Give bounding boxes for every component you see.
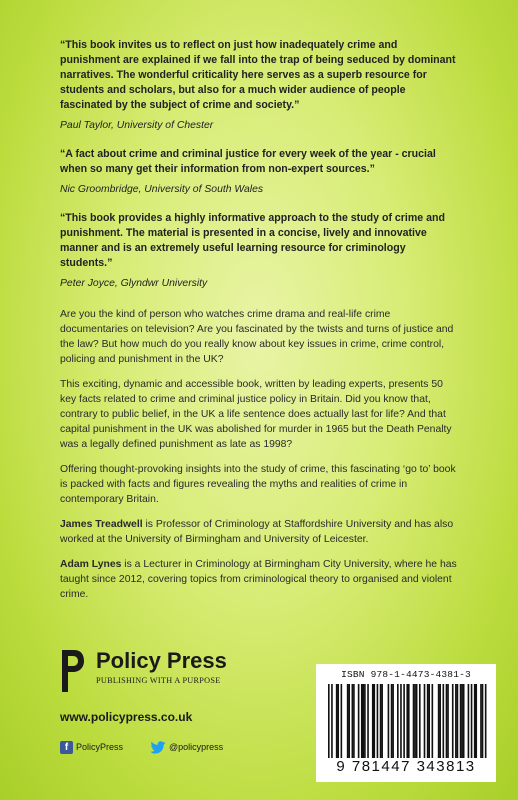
barcode-bar bbox=[403, 684, 405, 758]
barcode-bar bbox=[392, 684, 394, 758]
barcode-bar bbox=[485, 684, 487, 758]
publisher-logo bbox=[60, 648, 260, 694]
barcode-bar bbox=[432, 684, 434, 758]
barcode-bar bbox=[367, 684, 369, 758]
barcode-bar bbox=[397, 684, 399, 758]
blurb-paragraph-2: This exciting, dynamic and accessible book, written by leading experts, presents 50 key facts related to crime and criminal justice policy in Britain. Did you know that, contrary to public belief, in the UK a life sentence does actually last for life? And that capital punishment in the UK was abolished for murder in 1965 but the Death Penalty was a legally defined punishment as late as 1998? bbox=[60, 379, 452, 450]
author-bio-1 bbox=[60, 517, 460, 547]
twitter-handle[interactable] bbox=[150, 740, 223, 754]
barcode-bar bbox=[348, 684, 350, 758]
author-name: James Treadwell bbox=[60, 519, 143, 530]
author-name: Adam Lynes bbox=[60, 559, 122, 570]
review-attribution: Peter Joyce, Glyndwr University bbox=[60, 278, 208, 289]
isbn-barcode bbox=[316, 664, 496, 782]
barcode-bar bbox=[341, 684, 343, 758]
policy-press-p-logo-icon bbox=[60, 648, 86, 694]
review-attribution: Paul Taylor, University of Chester bbox=[60, 120, 214, 131]
barcode-bar bbox=[336, 684, 338, 758]
barcode-bar bbox=[388, 684, 390, 758]
barcode-bar bbox=[419, 684, 421, 758]
barcode-bar bbox=[428, 684, 430, 758]
barcode-bar bbox=[331, 684, 333, 758]
barcode-bar bbox=[416, 684, 418, 758]
twitter-bird-icon bbox=[150, 741, 166, 754]
barcode-bar bbox=[463, 684, 465, 758]
barcode-bars bbox=[328, 684, 488, 758]
barcode-bar bbox=[460, 684, 462, 758]
barcode-bar bbox=[364, 684, 366, 758]
barcode-bar bbox=[461, 684, 463, 758]
barcode-bar bbox=[439, 684, 441, 758]
barcode-bar bbox=[452, 684, 454, 758]
author-bio-text: is a Lecturer in Criminology at Birmingham City University, where he has taught since 2012, covering topics from criminological theory to organised and violent crime. bbox=[60, 559, 457, 600]
barcode-bar bbox=[474, 684, 476, 758]
barcode-bar bbox=[377, 684, 379, 758]
author-bio-text: is Professor of Criminology at Staffordshire University and has also worked at the University of Birmingham and University of Leicester. bbox=[60, 519, 454, 545]
barcode-bar bbox=[373, 684, 375, 758]
author-bio-2 bbox=[60, 557, 460, 602]
facebook-handle[interactable] bbox=[60, 740, 123, 754]
barcode-bar bbox=[363, 684, 365, 758]
review-text: “A fact about crime and criminal justice for every week of the year - crucial when so many get their information from non-expert sources.” bbox=[60, 148, 436, 175]
blurb-paragraph-3: Offering thought-provoking insights into the study of crime, this fascinating ‘go to’ book is packed with facts and figures revealing the myths and realities of crime in contemporary Britain. bbox=[60, 464, 456, 505]
blurb-paragraph-1: Are you the kind of person who watches crime drama and real-life crime documentaries on television? Are you fascinated by the twists and turns of justice and the law? But how much do you really know about key issues in crime, crime control, policing and punishment in the UK? bbox=[60, 309, 454, 365]
barcode-bar bbox=[408, 684, 410, 758]
review-text: “This book provides a highly informative approach to the study of crime and punishment. The material is presented in a concise, lively and innovative manner and is an extremely useful learning resource for criminology students.” bbox=[60, 212, 445, 269]
barcode-bar bbox=[482, 684, 484, 758]
barcode-bar bbox=[406, 684, 408, 758]
barcode-bar bbox=[328, 684, 330, 758]
barcode-bar bbox=[358, 684, 360, 758]
publisher-name: Policy Press bbox=[96, 648, 227, 673]
barcode-bar bbox=[447, 684, 449, 758]
barcode-bar bbox=[446, 684, 448, 758]
barcode-bar bbox=[372, 684, 374, 758]
barcode-bar bbox=[443, 684, 445, 758]
barcode-bar bbox=[471, 684, 473, 758]
barcode-bar bbox=[457, 684, 459, 758]
barcode-bar bbox=[347, 684, 349, 758]
barcode-bar bbox=[380, 684, 382, 758]
back-cover-text bbox=[60, 38, 460, 612]
barcode-bar bbox=[438, 684, 440, 758]
barcode-bar bbox=[455, 684, 457, 758]
twitter-label: @policypress bbox=[169, 742, 224, 752]
barcode-bar bbox=[424, 684, 426, 758]
barcode-bar bbox=[475, 684, 477, 758]
facebook-icon: f bbox=[60, 741, 73, 754]
barcode-number: 9 781447 343813 bbox=[336, 758, 476, 775]
barcode-bar bbox=[413, 684, 415, 758]
facebook-label: PolicyPress bbox=[76, 742, 124, 752]
barcode-bar bbox=[337, 684, 339, 758]
publisher-tagline: PUBLISHING WITH A PURPOSE bbox=[96, 676, 221, 685]
isbn-label: ISBN 978-1-4473-4381-3 bbox=[341, 669, 471, 680]
barcode-bar bbox=[381, 684, 383, 758]
barcode-bar bbox=[391, 684, 393, 758]
barcode-bar bbox=[480, 684, 482, 758]
barcode-bar bbox=[414, 684, 416, 758]
review-quote-1 bbox=[60, 38, 460, 133]
barcode-bar bbox=[352, 684, 354, 758]
review-quote-2 bbox=[60, 147, 460, 197]
barcode-bar bbox=[361, 684, 363, 758]
review-text: “This book invites us to reflect on just how inadequately crime and punishment are explained if we fall into the trap of being seduced by dominant narratives. The wonderful criticality here serves as a superb resource for students and scholars, but also for a much wider audience of people fascinated by the subject of crime and society.” bbox=[60, 39, 456, 111]
barcode-bar bbox=[427, 684, 429, 758]
review-quote-3 bbox=[60, 211, 460, 291]
barcode-bar bbox=[400, 684, 402, 758]
review-attribution: Nic Groombridge, University of South Wales bbox=[60, 184, 264, 195]
publisher-website-link[interactable]: www.policypress.co.uk bbox=[60, 710, 193, 724]
barcode-bar bbox=[468, 684, 470, 758]
barcode-bar bbox=[353, 684, 355, 758]
